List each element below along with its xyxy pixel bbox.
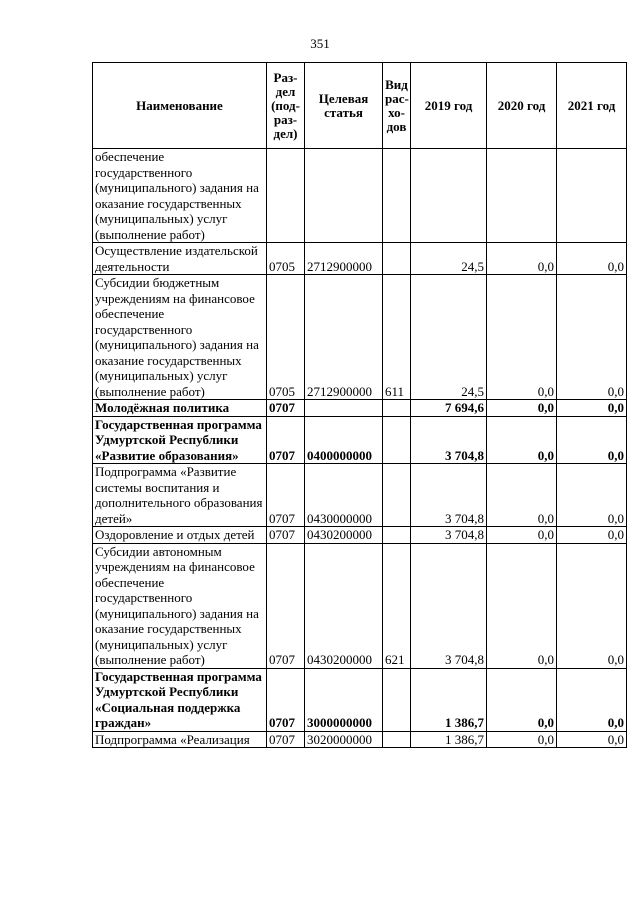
cell-type <box>383 527 411 544</box>
cell-type: 621 <box>383 543 411 668</box>
cell-section: 0707 <box>267 527 305 544</box>
cell-section: 0705 <box>267 243 305 275</box>
cell-name: Государственная программа Удмуртской Республики «Развитие образования» <box>93 416 267 464</box>
cell-section: 0707 <box>267 400 305 417</box>
cell-section: 0707 <box>267 416 305 464</box>
cell-name: Подпрограмма «Развитие системы воспитания и дополнительного образования детей» <box>93 464 267 527</box>
cell-section: 0707 <box>267 464 305 527</box>
cell-type <box>383 731 411 748</box>
col-header-name: Наименование <box>93 63 267 149</box>
cell-name: Субсидии автономным учреждениям на финансовое обеспечение государственного (муниципального) задания на оказание государственных (муниципальных) услуг (выполнение работ) <box>93 543 267 668</box>
cell-article: 3020000000 <box>305 731 383 748</box>
cell-y2019: 24,5 <box>411 275 487 400</box>
table-row <box>93 416 627 464</box>
col-header-2019: 2019 год <box>411 63 487 149</box>
cell-section: 0705 <box>267 275 305 400</box>
cell-name: Осуществление издательской деятельности <box>93 243 267 275</box>
cell-y2019: 1 386,7 <box>411 731 487 748</box>
cell-type <box>383 400 411 417</box>
cell-name: Оздоровление и отдых детей <box>93 527 267 544</box>
page-number: 351 <box>310 36 330 51</box>
cell-type <box>383 149 411 243</box>
table-row <box>93 243 627 275</box>
cell-article: 2712900000 <box>305 243 383 275</box>
cell-y2021: 0,0 <box>557 527 627 544</box>
cell-article: 0430200000 <box>305 543 383 668</box>
cell-y2020: 0,0 <box>487 416 557 464</box>
cell-article: 0400000000 <box>305 416 383 464</box>
cell-name: Подпрограмма «Реализация <box>93 731 267 748</box>
table-row <box>93 731 627 748</box>
table-row <box>93 527 627 544</box>
cell-name: обеспечение государственного (муниципального) задания на оказание государственных (муниципальных) услуг (выполнение работ) <box>93 149 267 243</box>
cell-y2020 <box>487 149 557 243</box>
cell-y2020: 0,0 <box>487 400 557 417</box>
cell-y2019: 7 694,6 <box>411 400 487 417</box>
cell-name: Субсидии бюджетным учреждениям на финансовое обеспечение государственного (муниципального) задания на оказание государственных (муниципальных) услуг (выполнение работ) <box>93 275 267 400</box>
cell-name: Государственная программа Удмуртской Республики «Социальная поддержка граждан» <box>93 668 267 731</box>
cell-y2021: 0,0 <box>557 731 627 748</box>
cell-y2021: 0,0 <box>557 668 627 731</box>
cell-name: Молодёжная политика <box>93 400 267 417</box>
cell-y2021: 0,0 <box>557 464 627 527</box>
cell-y2019 <box>411 149 487 243</box>
cell-section: 0707 <box>267 543 305 668</box>
cell-y2019: 3 704,8 <box>411 527 487 544</box>
cell-y2020: 0,0 <box>487 243 557 275</box>
cell-section: 0707 <box>267 731 305 748</box>
table-row <box>93 543 627 668</box>
col-header-section: Раз- дел (под- раз- дел) <box>267 63 305 149</box>
cell-y2019: 24,5 <box>411 243 487 275</box>
cell-y2020: 0,0 <box>487 527 557 544</box>
cell-article: 0430200000 <box>305 527 383 544</box>
cell-section: 0707 <box>267 668 305 731</box>
table-row <box>93 400 627 417</box>
cell-y2019: 3 704,8 <box>411 543 487 668</box>
cell-y2019: 3 704,8 <box>411 416 487 464</box>
cell-type: 611 <box>383 275 411 400</box>
cell-y2019: 3 704,8 <box>411 464 487 527</box>
cell-y2021: 0,0 <box>557 416 627 464</box>
cell-type <box>383 416 411 464</box>
cell-y2020: 0,0 <box>487 464 557 527</box>
table-row <box>93 275 627 400</box>
col-header-article: Целевая статья <box>305 63 383 149</box>
col-header-2020: 2020 год <box>487 63 557 149</box>
col-header-type: Вид рас- хо- дов <box>383 63 411 149</box>
cell-type <box>383 464 411 527</box>
cell-y2020: 0,0 <box>487 668 557 731</box>
table-row <box>93 668 627 731</box>
cell-y2019: 1 386,7 <box>411 668 487 731</box>
table-row <box>93 464 627 527</box>
cell-article: 0430000000 <box>305 464 383 527</box>
cell-y2021: 0,0 <box>557 400 627 417</box>
cell-article: 3000000000 <box>305 668 383 731</box>
cell-y2020: 0,0 <box>487 731 557 748</box>
cell-article: 2712900000 <box>305 275 383 400</box>
cell-section <box>267 149 305 243</box>
cell-y2021: 0,0 <box>557 275 627 400</box>
cell-type <box>383 668 411 731</box>
cell-y2021: 0,0 <box>557 543 627 668</box>
cell-article <box>305 400 383 417</box>
cell-y2020: 0,0 <box>487 275 557 400</box>
cell-type <box>383 243 411 275</box>
cell-y2021 <box>557 149 627 243</box>
budget-table <box>92 62 627 748</box>
cell-y2021: 0,0 <box>557 243 627 275</box>
table-row <box>93 149 627 243</box>
col-header-2021: 2021 год <box>557 63 627 149</box>
cell-y2020: 0,0 <box>487 543 557 668</box>
table-header-row <box>93 63 627 149</box>
cell-article <box>305 149 383 243</box>
